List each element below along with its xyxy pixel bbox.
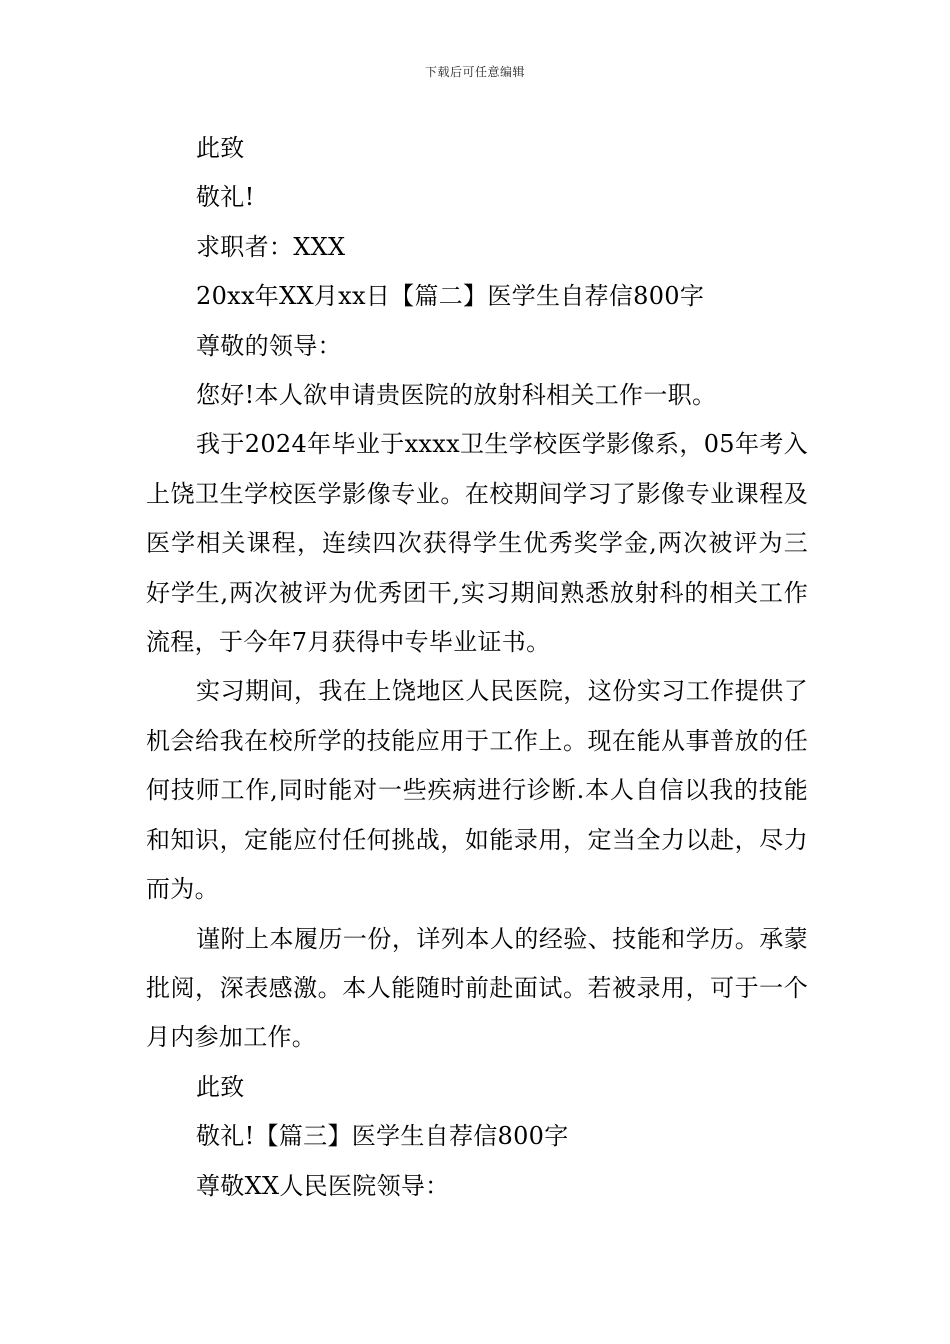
closing-salutation-2: 此致 xyxy=(196,1072,245,1101)
greeting: 尊敬的领导： xyxy=(196,331,342,360)
page-header: 下载后可任意编辑 xyxy=(424,65,525,79)
internship-paragraph: 实习期间，我在上饶地区人民医院，这份实习工作提供了机会给我在校所学的技能应用于工作上。现在能从事普放的任何技师工作,同时能对一些疾病进行诊断.本人自信以我的技能和知识，定能应付任何挑战，如能录用，定当全力以赴，尽力而为。 xyxy=(146,677,808,904)
greeting-2: 尊敬XX人民医院领导： xyxy=(196,1171,450,1200)
education-paragraph: 我于2024年毕业于xxxx卫生学校医学影像系，05年考入上饶卫生学校医学影像专业。在校期间学习了影像专业课程及医学相关课程，连续四次获得学生优秀奖学金,两次被评为三好学生,两次被评为优秀团干,实习期间熟悉放射科的相关工作流程，于今年7月获得中专毕业证书。 xyxy=(146,430,808,657)
opening-paragraph: 您好!本人欲申请贵医院的放射科相关工作一职。 xyxy=(196,381,717,410)
closing-regards: 敬礼! xyxy=(196,183,255,212)
date-and-section-title: 20xx年XX月xx日【篇二】医学生自荐信800字 xyxy=(196,282,705,311)
resume-paragraph: 谨附上本履历一份，详列本人的经验、技能和学历。承蒙批阅，深表感激。本人能随时前赴面试。若被录用，可于一个月内参加工作。 xyxy=(146,924,808,1052)
closing-salutation: 此致 xyxy=(196,134,245,162)
letter-body xyxy=(146,124,808,1211)
signature-line: 求职者：XXX xyxy=(196,232,346,261)
closing-regards-section-title: 敬礼!【篇三】医学生自荐信800字 xyxy=(196,1122,569,1151)
